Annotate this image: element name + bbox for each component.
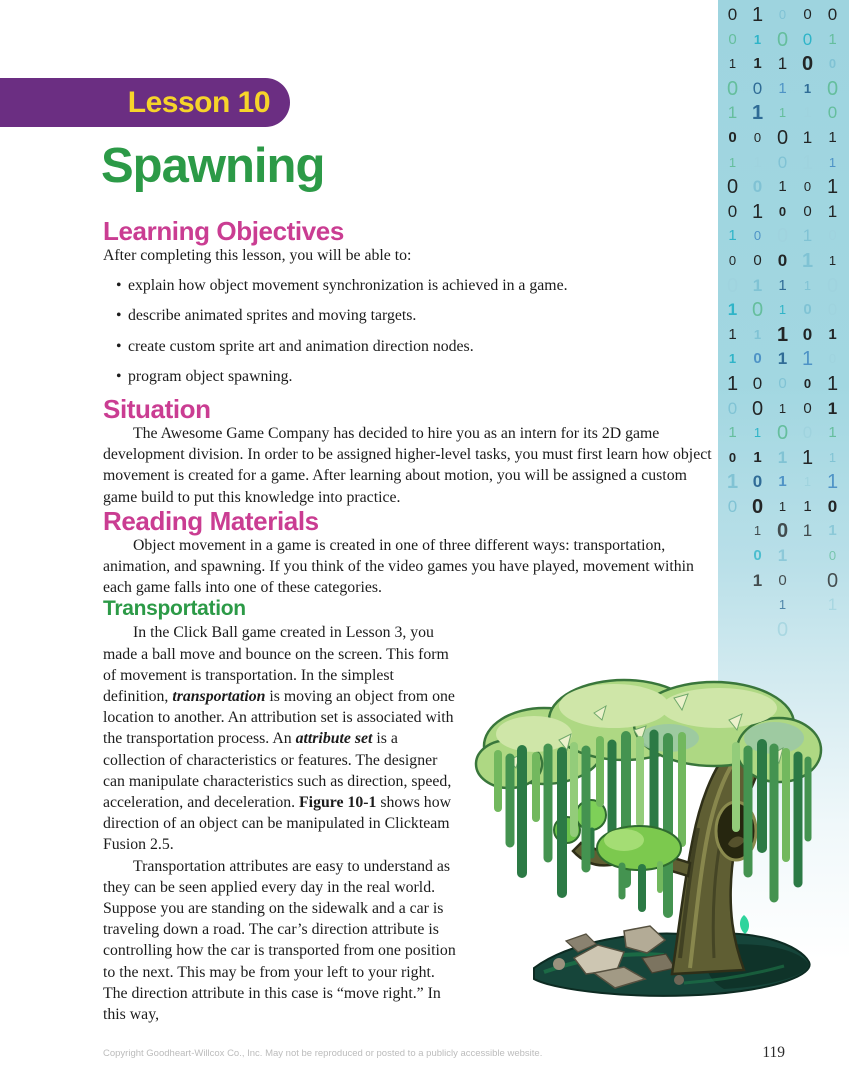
lesson-label: Lesson 10: [127, 85, 270, 119]
binary-digit: 0: [752, 373, 763, 393]
binary-digit: 0: [803, 179, 812, 195]
binary-digit: [795, 569, 820, 594]
binary-digit: 1: [753, 425, 762, 441]
binary-digit: 0: [828, 56, 837, 72]
binary-digit: 1: [801, 348, 814, 371]
main-content: [103, 218, 718, 1025]
page-number: 119: [762, 1044, 785, 1061]
binary-digit: 0: [776, 520, 789, 543]
binary-digit: 0: [728, 449, 737, 465]
binary-digit: 1: [751, 102, 764, 125]
binary-digit: 0: [827, 300, 838, 320]
binary-digit: 0: [828, 548, 837, 564]
binary-digit: 0: [826, 274, 839, 297]
binary-digit: 1: [827, 201, 838, 221]
binary-digit: 0: [777, 152, 788, 172]
binary-digit: [720, 618, 745, 643]
binary-digit: 0: [727, 5, 738, 24]
list-item: • explain how object movement synchronization is achieved in a game.: [103, 275, 718, 296]
binary-digit: 0: [776, 422, 789, 445]
binary-digit: 1: [728, 424, 737, 442]
binary-digit: 1: [727, 300, 738, 320]
transportation-paragraph-1: In the Click Ball game created in Lesson 3, you made a ball move and bounce on the screen. This form of movement is transportation. In the simplest definition, transportation is moving an object from one location to another. An attribution set is associated with the transportation process. An attribute set is a collection of characteristics or features. The designer can manipulate characteristics such as direction, speed, acceleration, and deceleration. Figure 10-1 shows how direction of an object can be manipulated in Clickteam Fusion 2.5.: [103, 624, 455, 854]
binary-digit: 0: [728, 30, 737, 48]
binary-digit: 1: [827, 398, 838, 418]
binary-digit: 1: [753, 55, 762, 73]
willow-tree-illustration: [474, 668, 814, 998]
binary-digit: 1: [728, 325, 737, 343]
binary-digit: 1: [778, 400, 787, 416]
binary-digit: 1: [726, 372, 739, 395]
binary-digit: 1: [777, 546, 788, 566]
heading-situation: Situation: [103, 394, 211, 425]
binary-digit: 1: [802, 226, 813, 246]
binary-digit: 1: [753, 153, 762, 171]
binary-digit: 0: [751, 299, 764, 322]
binary-digit: 0: [752, 472, 763, 492]
binary-digit: 1: [826, 176, 839, 199]
binary-digit: 0: [802, 29, 813, 49]
learning-objectives-intro: After completing this lesson, you will be able to:: [103, 247, 412, 264]
binary-digit: 1: [801, 249, 814, 272]
binary-digit: [720, 519, 745, 544]
list-item: • create custom sprite art and animation direction nodes.: [103, 336, 718, 357]
binary-digit: 1: [753, 326, 762, 342]
binary-digit: 1: [778, 302, 787, 318]
binary-digit: [720, 593, 745, 618]
binary-digit: 0: [727, 496, 738, 516]
binary-digit: 0: [827, 5, 838, 24]
binary-digit: 0: [728, 128, 737, 146]
binary-digit: 0: [803, 399, 812, 417]
binary-digit: 0: [753, 228, 762, 244]
binary-digit: 1: [727, 103, 738, 123]
binary-digit: 1: [826, 471, 839, 494]
binary-digit: 0: [778, 203, 787, 219]
copyright-notice: Copyright Goodheart-Willcox Co., Inc. May not be reproduced or posted to a publicly accessible website.: [103, 1048, 543, 1059]
binary-digit: 1: [778, 498, 787, 514]
binary-digit: 1: [827, 595, 838, 615]
binary-digit: 0: [826, 569, 839, 592]
binary-digit: 1: [778, 105, 787, 121]
binary-digit: 1: [777, 349, 788, 369]
binary-digit: 1: [753, 448, 762, 466]
binary-digit: 1: [778, 178, 787, 196]
transportation-paragraph-2: Transportation attributes are easy to understand as they can be seen applied every day in the real world. Suppose you are standing on the sidewalk and a car is traveling down a road. The car’s direction attribute is controlling how the car is transported from one position to the next. This may be from your left to your right. The direction attribute in this case is “move right.” In this way,: [103, 857, 456, 1024]
binary-grid: [718, 0, 849, 642]
binary-digit: 0: [776, 28, 789, 51]
binary-digit: 0: [777, 250, 788, 270]
heading-learning-objectives: Learning Objectives: [103, 216, 344, 246]
binary-digit: 1: [728, 351, 737, 367]
binary-digit: 0: [751, 397, 764, 420]
lesson-banner: [0, 78, 290, 127]
binary-digit: 1: [751, 200, 764, 223]
transportation-body: [103, 622, 718, 1025]
binary-digit: 1: [801, 151, 814, 174]
binary-digit: 0: [803, 375, 812, 391]
heading-transportation: Transportation: [103, 597, 246, 621]
binary-digit: [720, 569, 745, 594]
binary-digit: 1: [802, 127, 813, 147]
binary-digit: 0: [778, 7, 787, 22]
page-title: Spawning: [101, 139, 325, 193]
binary-digit: 1: [828, 449, 837, 465]
binary-digit: 1: [803, 497, 812, 515]
binary-digit: 1: [728, 227, 737, 245]
binary-digit: 0: [826, 77, 839, 100]
binary-digit: 1: [777, 54, 788, 74]
binary-digit: 1: [828, 154, 837, 170]
binary-digit: 1: [777, 447, 788, 467]
figure-tree: [464, 664, 718, 1004]
situation-paragraph: The Awesome Game Company has decided to hire you as an intern for its 2D game development division. In order to be assigned higher-level tasks, you must first learn how object movement is created for a game. After learning about motion, you will be assigned a custom game build to put this knowledge into practice.: [103, 425, 712, 506]
binary-digit: 0: [726, 77, 739, 100]
binary-digit: 1: [803, 104, 812, 122]
binary-digit: 1: [828, 522, 837, 540]
binary-digit: 1: [778, 473, 787, 491]
binary-digit: 1: [802, 521, 813, 541]
binary-digit: 0: [751, 495, 764, 518]
binary-digit: 0: [752, 78, 763, 98]
binary-digit: 0: [776, 618, 789, 641]
binary-digit: 0: [776, 126, 789, 149]
binary-digit: 1: [778, 276, 787, 294]
binary-digit: 0: [753, 350, 762, 368]
binary-digit: 1: [728, 56, 737, 72]
binary-digit: 1: [801, 446, 814, 469]
binary-digit: 1: [828, 325, 837, 343]
binary-digit: 0: [753, 251, 762, 269]
binary-digit: 1: [778, 79, 787, 97]
binary-digit: 1: [752, 570, 763, 590]
binary-digit: 0: [827, 103, 838, 123]
binary-digit: 0: [801, 53, 814, 76]
binary-digit: [745, 618, 770, 643]
binary-digit: [720, 544, 745, 569]
binary-digit: 0: [802, 324, 813, 344]
binary-digit: [795, 593, 820, 618]
binary-digit: 0: [726, 274, 739, 297]
binary-digit: 1: [776, 323, 789, 346]
binary-digit: 0: [828, 227, 837, 245]
reading-materials-paragraph: Object movement in a game is created in one of three different ways: transportation, animation, and spawning. If you think of the video games you have played, movement within each game falls into one of these categories.: [103, 536, 694, 597]
binary-digit: 0: [752, 177, 763, 197]
binary-digit: 0: [803, 202, 812, 220]
binary-digit: 0: [828, 351, 837, 367]
binary-digit: [745, 593, 770, 618]
list-item: • describe animated sprites and moving targets.: [103, 305, 718, 326]
binary-digit: 0: [827, 496, 838, 516]
binary-digit: 1: [828, 128, 837, 146]
binary-digit: 1: [828, 30, 837, 48]
list-item: • program object spawning.: [103, 366, 718, 387]
binary-digit: 1: [803, 474, 812, 490]
binary-digit: [795, 544, 820, 569]
binary-digit: 0: [803, 6, 812, 23]
binary-digit: 0: [778, 571, 787, 589]
binary-digit: 1: [753, 31, 762, 47]
heading-reading-materials: Reading Materials: [103, 505, 319, 536]
objectives-list: [103, 275, 718, 387]
binary-digit: [795, 618, 820, 643]
binary-digit: 0: [802, 423, 813, 443]
binary-digit: 0: [778, 374, 787, 392]
binary-digit: 0: [753, 547, 762, 565]
binary-digit: 1: [803, 80, 812, 96]
binary-digit: 1: [752, 275, 763, 295]
binary-digit: 1: [826, 372, 839, 395]
binary-digit: 0: [776, 225, 789, 248]
binary-digit: 0: [726, 176, 739, 199]
binary-digit: 0: [727, 201, 738, 221]
binary-digit: 0: [728, 252, 737, 268]
binary-digit: [820, 618, 845, 643]
binary-digit: 1: [726, 471, 739, 494]
binary-digit: 1: [828, 424, 837, 442]
binary-digit: 1: [803, 277, 812, 293]
binary-digit: 1: [778, 597, 787, 613]
binary-digit: 0: [727, 398, 738, 418]
binary-digit: 0: [753, 129, 762, 145]
binary-digit: 0: [803, 301, 812, 319]
binary-digit: 1: [751, 4, 764, 26]
binary-digit: 1: [753, 523, 762, 539]
binary-digit: 1: [828, 252, 837, 268]
binary-digit: 1: [728, 154, 737, 170]
